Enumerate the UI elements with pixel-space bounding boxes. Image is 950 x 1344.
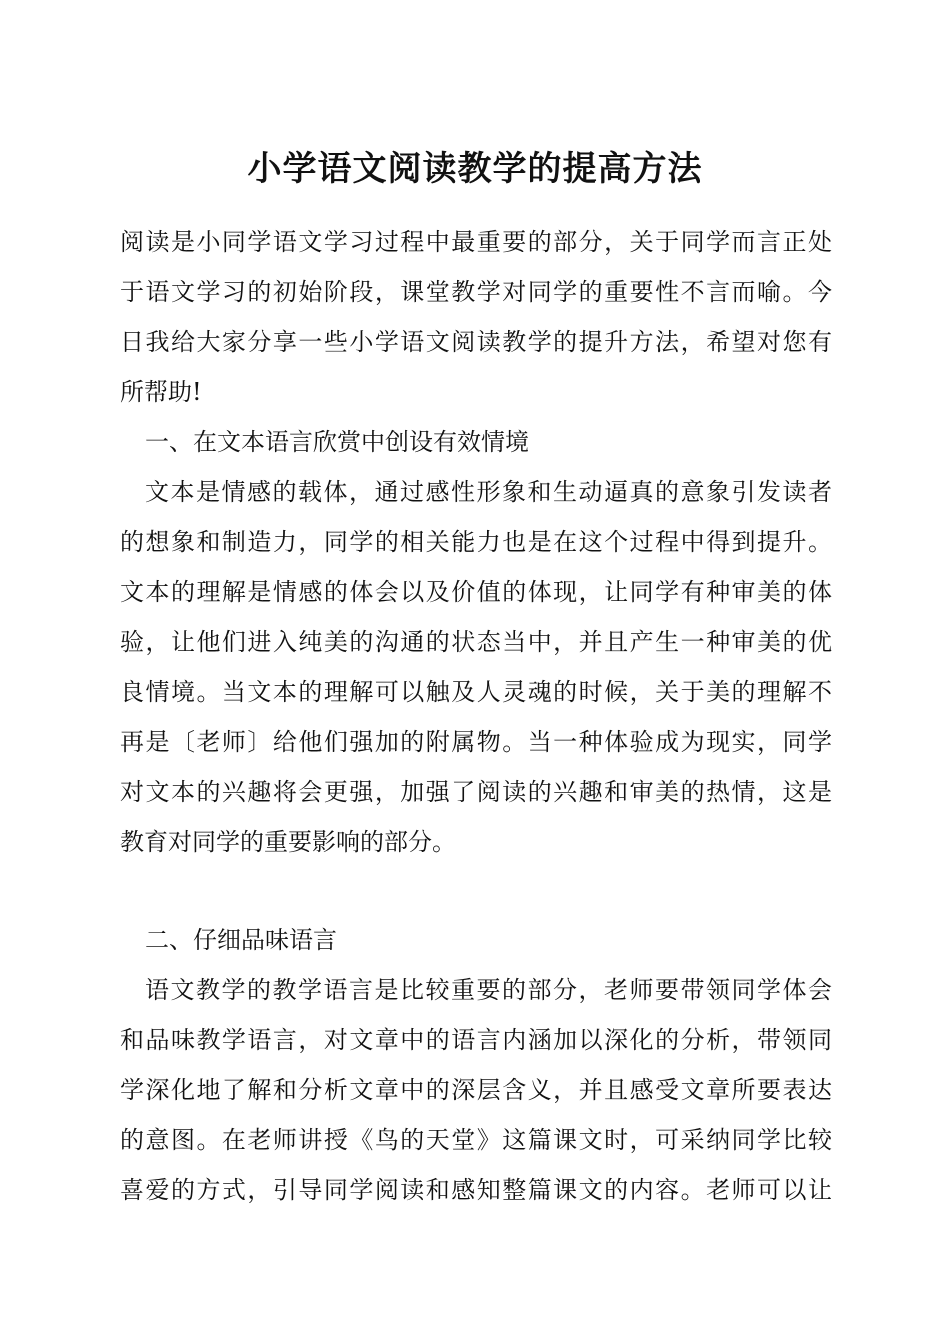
section-1-line-5: 良情境。当文本的理解可以触及人灵魂的时候，关于美的理解不 (120, 678, 832, 706)
section-2-line-3: 学深化地了解和分析文章中的深层含义，并且感受文章所要表达 (120, 1076, 832, 1104)
section-2-line-4: 的意图。在老师讲授《鸟的天堂》这篇课文时，可采纳同学比较 (120, 1126, 832, 1154)
section-1-line-2: 的想象和制造力，同学的相关能力也是在这个过程中得到提升。 (120, 528, 832, 556)
document-title: 小学语文阅读教学的提高方法 (247, 149, 703, 189)
section-1-line-8: 教育对同学的重要影响的部分。 (120, 828, 456, 856)
section-1-line-6: 再是〔老师〕给他们强加的附属物。当一种体验成为现实，同学 (120, 728, 832, 756)
section-1-line-4: 验，让他们进入纯美的沟通的状态当中，并且产生一种审美的优 (120, 628, 832, 656)
intro-line-4: 所帮助! (120, 378, 202, 406)
intro-line-1: 阅读是小同学语文学习过程中最重要的部分，关于同学而言正处 (120, 228, 832, 256)
section-2-heading: 二、仔细品味语言 (145, 926, 337, 954)
section-1-line-1: 文本是情感的载体，通过感性形象和生动逼真的意象引发读者 (145, 478, 832, 506)
intro-line-3: 日我给大家分享一些小学语文阅读教学的提升方法，希望对您有 (120, 328, 832, 356)
section-1-line-7: 对文本的兴趣将会更强，加强了阅读的兴趣和审美的热情，这是 (120, 778, 832, 806)
intro-line-2: 于语文学习的初始阶段，课堂教学对同学的重要性不言而喻。今 (120, 278, 832, 306)
section-2-line-5: 喜爱的方式，引导同学阅读和感知整篇课文的内容。老师可以让 (120, 1176, 832, 1204)
section-1-line-3: 文本的理解是情感的体会以及价值的体现，让同学有种审美的体 (120, 578, 832, 606)
section-2-line-1: 语文教学的教学语言是比较重要的部分，老师要带领同学体会 (145, 976, 832, 1004)
section-1-heading: 一、在文本语言欣赏中创设有效情境 (145, 428, 529, 456)
section-2-line-2: 和品味教学语言，对文章中的语言内涵加以深化的分析，带领同 (120, 1026, 832, 1054)
